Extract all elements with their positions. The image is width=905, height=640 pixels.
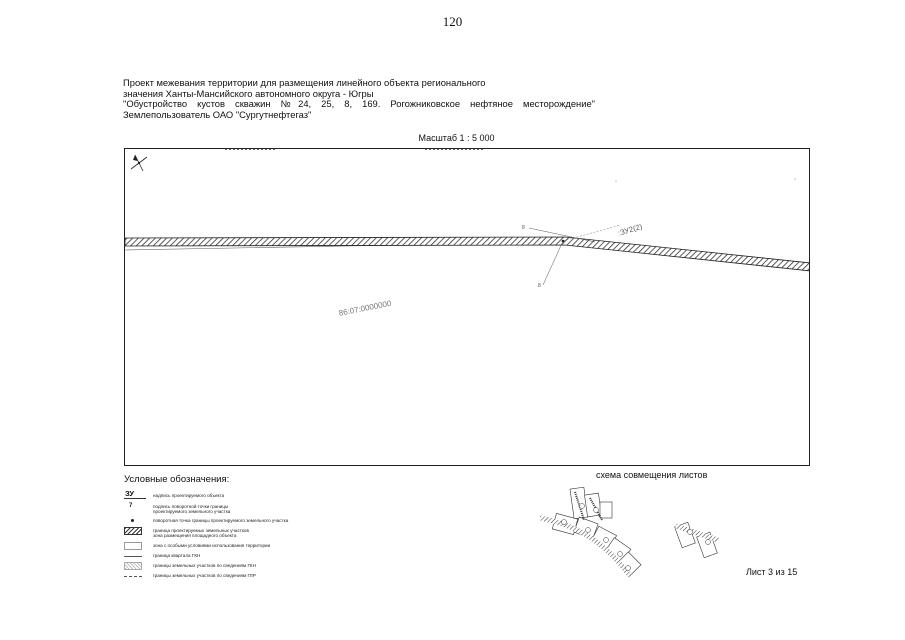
legend-row-turning-point	[124, 517, 444, 527]
map-scale: Масштаб 1 : 5 000	[418, 133, 495, 143]
leader-line-2	[543, 241, 563, 285]
legend-row-special-zone	[124, 542, 444, 552]
speck-1	[616, 181, 617, 182]
scheme-title: схема совмещения листов	[596, 470, 708, 480]
legend-zu-symbol: ЗУ	[125, 489, 135, 498]
legend	[124, 474, 444, 582]
legend-dash-icon	[124, 576, 142, 577]
legend-text: границы земельных участков по сведениям ГКН	[153, 563, 256, 568]
cadastral-quarter-label: 86:07:0000000	[338, 298, 393, 318]
header-line-4: Землепользователь ОАО "Сургутнефтегаз"	[123, 108, 312, 120]
legend-line-icon	[124, 556, 142, 557]
parcel-label: :ЗУ2(2)	[617, 221, 644, 238]
header-line-3: "Обустройство кустов скважин №24, 25, 8, 169. Рогожниковское нефтяное месторождение"	[123, 98, 595, 110]
legend-text: граница проектируемых земельных участков зона размещения площадного объекта	[153, 528, 249, 539]
legend-text: надпись проектируемого объекта	[153, 493, 225, 498]
legend-row-glr-parcels	[124, 572, 444, 582]
legend-text: поворотная точка границы проектируемого земельного участка	[153, 518, 289, 523]
legend-text: зона с особыми условиями использования территории	[153, 543, 271, 548]
legend-grey-hatch-icon	[124, 562, 142, 570]
sheet-number-label: Лист 3 из 15	[746, 567, 798, 577]
legend-text: граница квартала ГКН	[153, 553, 201, 558]
map-drawing	[125, 149, 810, 466]
legend-hatch-icon	[124, 527, 142, 535]
legend-row-quarter-boundary	[124, 552, 444, 562]
header-line-2: значения Ханты-Мансийского автономного округа - Югры	[123, 87, 374, 99]
page-number: 120	[442, 14, 463, 29]
document-header	[123, 78, 595, 120]
linear-object-strip	[125, 237, 810, 271]
map-frame	[124, 148, 810, 466]
sheet-layout-drawing	[530, 480, 740, 590]
legend-zu-underline	[124, 498, 146, 499]
point-label-1: 8	[522, 225, 525, 231]
legend-number-symbol: 7	[129, 503, 133, 509]
sheet-layout-scheme	[530, 480, 740, 595]
legend-row-point-caption	[124, 503, 444, 517]
leader-line-3	[563, 225, 620, 241]
legend-row-object-label	[124, 489, 444, 503]
north-arrow-icon	[131, 155, 147, 171]
legend-dot-icon	[131, 519, 134, 522]
legend-row-parcel-boundary	[124, 527, 444, 542]
header-line-1: Проект межевания территории для размещения линейного объекта регионального	[123, 77, 486, 88]
point-label-2: 8	[538, 283, 541, 289]
legend-zone-icon	[124, 542, 142, 550]
turning-point	[562, 240, 565, 243]
legend-row-gkn-parcels	[124, 562, 444, 572]
legend-text: границы земельных участков по сведениям ГЛР	[153, 573, 256, 578]
legend-text: подпись поворотной точки границы проектируемого земельного участка	[153, 504, 231, 515]
speck-2	[795, 179, 796, 180]
legend-title: Условные обозначения:	[124, 474, 230, 485]
